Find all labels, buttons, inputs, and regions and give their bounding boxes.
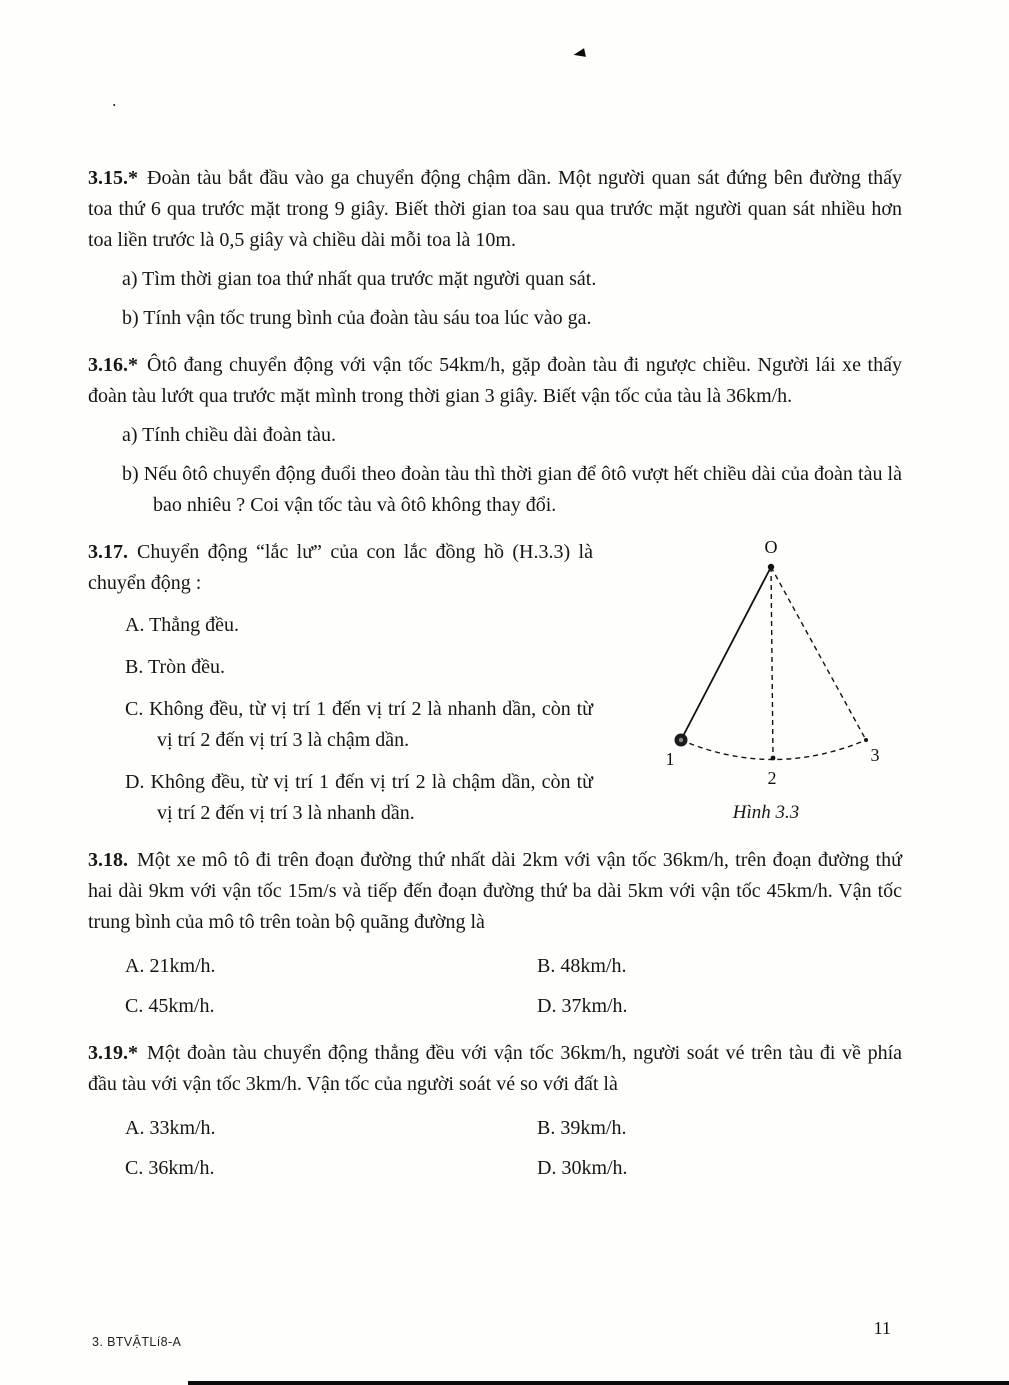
position-label-2: 2 bbox=[767, 768, 777, 788]
problem-3-18 bbox=[88, 845, 902, 1022]
pendulum-figure bbox=[621, 537, 911, 824]
option-b: B. 39km/h. bbox=[537, 1117, 627, 1139]
position-label-3: 3 bbox=[870, 745, 880, 765]
option-a: A. Thẳng đều. bbox=[125, 614, 240, 636]
problem-part-a: a) Tìm thời gian toa thứ nhất qua trước mặt người quan sát. bbox=[122, 268, 597, 290]
problem-3-19 bbox=[88, 1038, 902, 1184]
rod-position-3 bbox=[771, 567, 866, 740]
problem-body: Đoàn tàu bắt đầu vào ga chuyển động chậm dần. Một người quan sát đứng bên đường thấy toa thứ 6 qua trước mặt trong 9 giây. Biết thời gian toa sau qua trước mặt người quan sát nhiều hơn toa liền trước là 0,5 giây và chiều dài mỗi toa là 10m. bbox=[88, 167, 902, 251]
problem-body: Chuyển động “lắc lư” của con lắc đồng hồ (H.3.3) là chuyển động : bbox=[88, 541, 593, 594]
rod-position-2 bbox=[771, 567, 773, 758]
pivot-label: O bbox=[764, 537, 778, 557]
problem-body: Ôtô đang chuyển động với vận tốc 54km/h, gặp đoàn tàu đi ngược chiều. Người lái xe thấy đoàn tàu lướt qua trước mặt mình trong thời gian 3 giây. Biết vận tốc của tàu là 36km/h. bbox=[88, 354, 902, 407]
marker-position-2 bbox=[771, 756, 776, 761]
page-number: 11 bbox=[873, 1318, 891, 1338]
problem-3-15 bbox=[88, 163, 902, 334]
problem-paragraph bbox=[88, 163, 902, 256]
problem-number: 3.19.* bbox=[88, 1042, 138, 1064]
option-d: D. 30km/h. bbox=[537, 1157, 628, 1179]
option-a: A. 33km/h. bbox=[125, 1117, 216, 1139]
option-c: C. 36km/h. bbox=[125, 1157, 215, 1179]
problem-paragraph bbox=[88, 845, 902, 938]
pendulum-diagram bbox=[621, 537, 911, 795]
problem-body: Một đoàn tàu chuyển động thẳng đều với vận tốc 36km/h, người soát vé trên tàu đi về phía đầu tàu với vận tốc 3km/h. Vận tốc của người soát vé so với đất là bbox=[88, 1042, 902, 1095]
problem-paragraph bbox=[88, 350, 902, 412]
footer-book-code: 3. BTVẬTLí8-A bbox=[92, 1335, 182, 1349]
option-d: D. 37km/h. bbox=[537, 995, 628, 1017]
problem-paragraph bbox=[88, 537, 593, 599]
scan-artifact-arrow: ◄ bbox=[568, 44, 591, 64]
problem-number: 3.16.* bbox=[88, 354, 138, 376]
problem-body: Một xe mô tô đi trên đoạn đường thứ nhất dài 2km với vận tốc 36km/h, trên đoạn đường thứ hai dài 9km với vận tốc 15m/s và tiếp đến đoạn đường thứ ba dài 5km với vận tốc 45km/h. Vận tốc trung bình của mô tô trên toàn bộ quãng đường là bbox=[88, 849, 902, 933]
problem-3-17-text bbox=[88, 537, 593, 829]
marker-position-3 bbox=[864, 738, 868, 742]
problem-part-b: b) Tính vận tốc trung bình của đoàn tàu sáu toa lúc vào ga. bbox=[122, 307, 592, 329]
pendulum-bob-highlight bbox=[679, 738, 683, 742]
answer-options bbox=[125, 1113, 902, 1184]
problem-number: 3.15.* bbox=[88, 167, 138, 189]
problem-3-16 bbox=[88, 350, 902, 521]
rod-position-1 bbox=[681, 567, 771, 740]
option-c: C. 45km/h. bbox=[125, 995, 215, 1017]
position-label-1: 1 bbox=[665, 749, 675, 769]
problem-part-a: a) Tính chiều dài đoàn tàu. bbox=[122, 424, 337, 446]
problem-number: 3.17. bbox=[88, 541, 128, 563]
option-d: D. Không đều, từ vị trí 1 đến vị trí 2 là chậm dần, còn từ vị trí 2 đến vị trí 3 là nhanh dần. bbox=[125, 771, 593, 824]
scan-artifact-dot: . bbox=[112, 90, 117, 110]
problem-number: 3.18. bbox=[88, 849, 128, 871]
option-c: C. Không đều, từ vị trí 1 đến vị trí 2 là nhanh dần, còn từ vị trí 2 đến vị trí 3 là chậm dần. bbox=[125, 698, 593, 751]
option-b: B. 48km/h. bbox=[537, 955, 627, 977]
option-b: B. Tròn đều. bbox=[125, 656, 226, 678]
problem-paragraph bbox=[88, 1038, 902, 1100]
problem-3-17 bbox=[88, 537, 902, 829]
option-a: A. 21km/h. bbox=[125, 955, 216, 977]
problem-part-b: b) Nếu ôtô chuyển động đuổi theo đoàn tàu thì thời gian để ôtô vượt hết chiều dài của đoàn tàu là bao nhiêu ? Coi vận tốc tàu và ôtô không thay đổi. bbox=[122, 463, 902, 516]
answer-options bbox=[125, 951, 902, 1022]
page-bottom-edge bbox=[188, 1381, 1009, 1385]
figure-caption: Hình 3.3 bbox=[732, 802, 800, 823]
